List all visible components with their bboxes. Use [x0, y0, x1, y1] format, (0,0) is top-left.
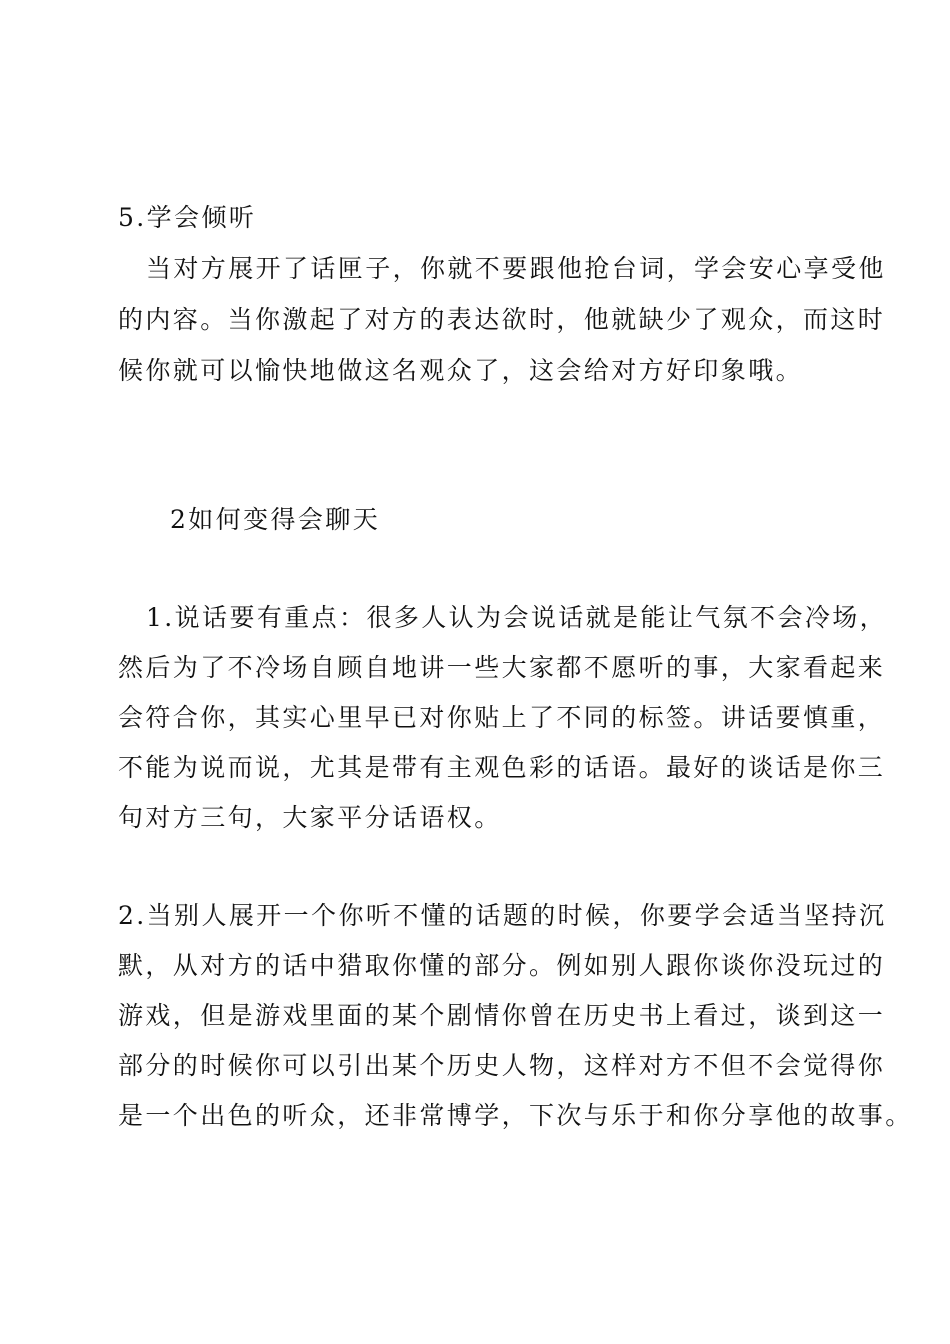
item-1-line-1: 1.说话要有重点：很多人认为会说话就是能让气氛不会冷场， — [146, 603, 888, 632]
section-2-heading: 2如何变得会聊天 — [170, 505, 381, 534]
section-5-line-2: 的内容。当你激起了对方的表达欲时，他就缺少了观众，而这时 — [118, 305, 886, 334]
item-1-line-5: 句对方三句，大家平分话语权。 — [118, 803, 502, 832]
item-2-line-4: 部分的时候你可以引出某个历史人物，这样对方不但不会觉得你 — [118, 1051, 886, 1080]
item-2-line-1: 2.当别人展开一个你听不懂的话题的时候，你要学会适当坚持沉 — [118, 901, 887, 930]
item-2-line-5: 是一个出色的听众，还非常博学，下次与乐于和你分享他的故事。 — [118, 1101, 913, 1130]
item-2-line-2: 默，从对方的话中猎取你懂的部分。例如别人跟你谈你没玩过的 — [118, 951, 886, 980]
item-1-line-4: 不能为说而说，尤其是带有主观色彩的话语。最好的谈话是你三 — [118, 753, 886, 782]
item-2-line-3: 游戏，但是游戏里面的某个剧情你曾在历史书上看过，谈到这一 — [118, 1001, 886, 1030]
section-5-line-3: 候你就可以愉快地做这名观众了，这会给对方好印象哦。 — [118, 356, 804, 385]
section-5-heading: 5.学会倾听 — [118, 203, 257, 232]
section-5-line-1: 当对方展开了话匣子，你就不要跟他抢台词，学会安心享受他 — [146, 254, 886, 283]
item-1-line-3: 会符合你，其实心里早已对你贴上了不同的标签。讲话要慎重， — [118, 703, 886, 732]
item-1-line-2: 然后为了不冷场自顾自地讲一些大家都不愿听的事，大家看起来 — [118, 653, 886, 682]
